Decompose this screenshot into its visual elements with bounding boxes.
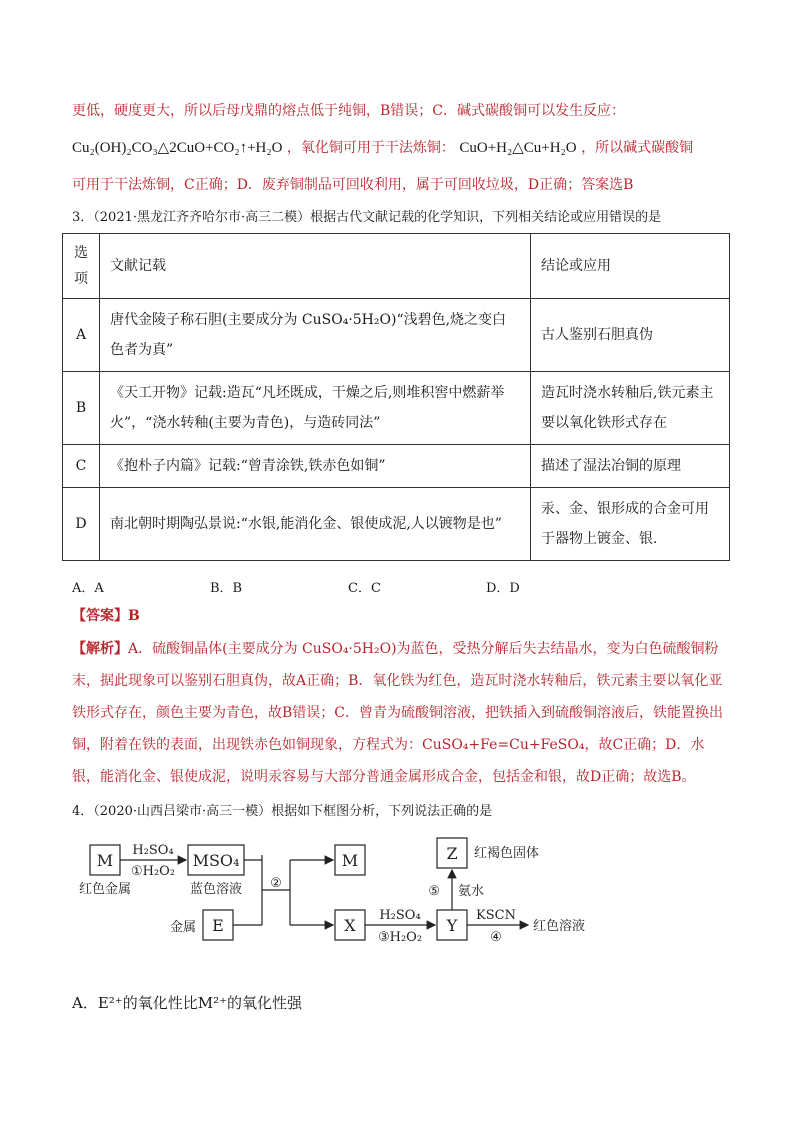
label-red-solution: 红色溶液: [533, 919, 586, 934]
box-m2-text: M: [341, 851, 359, 870]
arrow3-top: H₂SO₄: [379, 908, 421, 923]
arrow3-bottom: ③H₂O₂: [377, 930, 423, 945]
q3-stem: 3．（2021·黑龙江齐齐哈尔市·高三二模）根据古代文献记载的化学知识，下列相关结论或应用错误的是: [72, 210, 662, 225]
header-conclusion: 结论或应用: [531, 234, 730, 299]
row-conclusion: 汞、金、银形成的合金可用于器物上镀金、银.: [531, 488, 730, 561]
intro-line-1: 更低，硬度更大，所以后母戊鼎的熔点低于纯铜，B错误；C．碱式碳酸铜可以发生反应：: [72, 103, 625, 119]
intro-line-3: 可用于干法炼铜，C正确；D．废弃铜制品可回收利用，属于可回收垃圾，D正确；答案选B: [72, 177, 634, 193]
row-conclusion: 描述了湿法冶铜的原理: [531, 445, 730, 488]
table-row: [63, 445, 730, 488]
row-conclusion: 古人鉴别石胆真伪: [531, 299, 730, 372]
row-record: 《抱朴子内篇》记载:“曾青涂铁,铁赤色如铜”: [100, 445, 531, 488]
flow-diagram: [0, 835, 794, 965]
row-option: D: [63, 488, 100, 561]
step5-reagent: 氨水: [458, 884, 485, 899]
analysis-label: 【解析】: [72, 641, 128, 657]
q4-option-a: A．E²⁺的氧化性比M²⁺的氧化性强: [72, 994, 303, 1012]
row-option: A: [63, 299, 100, 372]
box-x-text: X: [344, 916, 356, 935]
arrow4-top: KSCN: [476, 908, 516, 923]
box-e-text: E: [212, 916, 224, 935]
step-2: ②: [270, 876, 282, 891]
box-y-text: Y: [446, 916, 458, 935]
answer-label: 【答案】: [72, 608, 128, 624]
q4-stem: 4．（2020·山西吕梁市·高三一模）根据如下框图分析，下列说法正确的是: [72, 804, 493, 819]
choice-c: C．C: [348, 581, 381, 596]
literature-table: [62, 233, 730, 561]
analysis-text: A．硫酸铜晶体(主要成分为 CuSO₄·5H₂O)为蓝色，受热分解后失去结晶水，变为白色硫酸铜粉末，据此现象可以鉴别石胆真伪，故A正确；B．氧化铁为红色，造瓦时浇水转釉后，铁元素主要以氧化亚铁形式存在，颜色主要为青色，故B错误；C．曾青为硫酸铜溶液，把铁插入到硫酸铜溶液后，铁能置换出铜，附着在铁的表面，出现铁赤色如铜现象，方程式为：CuSO₄+Fe=Cu+FeSO₄，故C正确；D．水银，能消化金、银使成泥，说明汞容易与大部分普通金属形成合金，包括金和银，故D正确；故选B。: [72, 641, 723, 785]
choice-d: D．D: [486, 581, 520, 596]
equation-2: CuO+H₂△Cu+H₂O: [459, 140, 577, 156]
row-record: 《天工开物》记载:造瓦“凡坯既成，干燥之后,则堆积窖中燃薪举火”，“浇水转釉(主要为青色)，与造砖同法”: [100, 372, 531, 445]
row-option: B: [63, 372, 100, 445]
table-row: [63, 299, 730, 372]
intro-line-2-end: ，所以碱式碳酸铜: [581, 140, 694, 156]
arrow1-bottom: ①H₂O₂: [130, 864, 176, 879]
equation-1: Cu₂(OH)₂CO₃△2CuO+CO₂↑+H₂O: [72, 140, 283, 156]
table-row: [63, 488, 730, 561]
box-mso4-text: MSO₄: [192, 851, 240, 870]
step-5: ⑤: [428, 884, 440, 899]
header-record: 文献记载: [100, 234, 531, 299]
row-conclusion: 造瓦时浇水转釉后,铁元素主要以氧化铁形式存在: [531, 372, 730, 445]
row-record: 唐代金陵子称石胆(主要成分为 CuSO₄·5H₂O)“浅碧色,烧之变白色者为真”: [100, 299, 531, 372]
table-row: [63, 372, 730, 445]
label-blue-solution: 蓝色溶液: [189, 882, 243, 897]
intro-line-2: [72, 137, 693, 157]
arrow1-top: H₂SO₄: [132, 843, 174, 858]
answer-value: B: [128, 608, 140, 624]
box-z-text: Z: [446, 844, 458, 863]
choice-a: A．A: [72, 581, 104, 596]
arrow4-bottom: ④: [490, 930, 502, 945]
row-record: 南北朝时期陶弘景说:“水银,能消化金、银使成泥,人以镀物是也”: [100, 488, 531, 561]
intro-line-2-mid: ，氧化铜可用于干法炼铜：: [286, 140, 455, 156]
header-option: 选项: [63, 234, 100, 299]
analysis: [72, 633, 732, 793]
row-option: C: [63, 445, 100, 488]
label-red-brown-solid: 红褐色固体: [474, 846, 540, 861]
label-red-metal: 红色金属: [78, 882, 132, 897]
box-m1-text: M: [96, 851, 114, 870]
answer: [72, 605, 140, 625]
choice-b: B．B: [210, 581, 243, 596]
label-metal: 金属: [169, 920, 196, 935]
table-header-row: [63, 234, 730, 299]
